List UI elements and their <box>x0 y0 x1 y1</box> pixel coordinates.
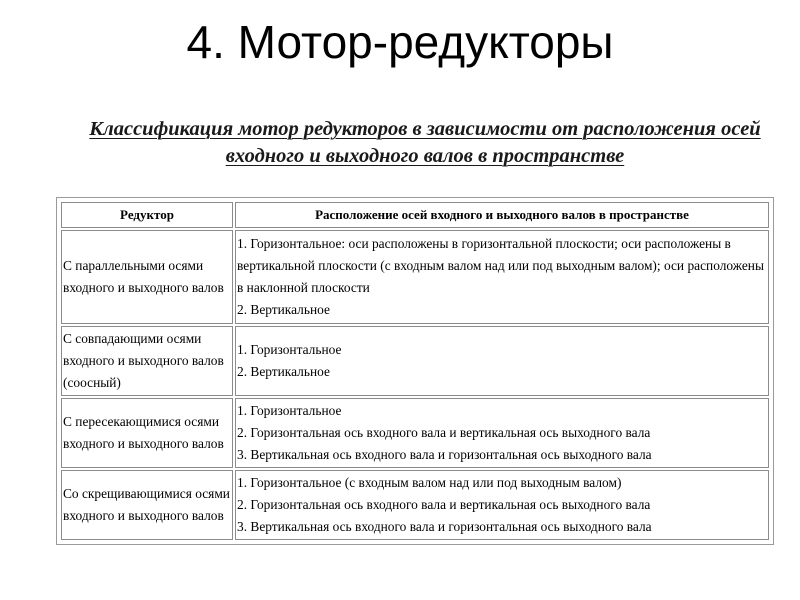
arrangement-option: 3. Вертикальная ось входного вала и горизонтальная ось выходного вала <box>237 447 652 462</box>
arrangement-option: 2. Вертикальное <box>237 302 330 317</box>
arrangement-option: 3. Вертикальная ось входного вала и горизонтальная ось выходного вала <box>237 519 652 534</box>
classification-table-frame <box>56 197 774 545</box>
table-row <box>61 230 769 324</box>
arrangement-option: 2. Горизонтальная ось входного вала и вертикальная ось выходного вала <box>237 425 651 440</box>
arrangement-option: 2. Горизонтальная ось входного вала и вертикальная ось выходного вала <box>237 497 651 512</box>
header-axis-arrangement: Расположение осей входного и выходного валов в пространстве <box>235 202 769 228</box>
slide-title: 4. Мотор-редукторы <box>186 16 614 68</box>
table-caption-line-2: входного и выходного валов в пространстве <box>225 145 625 167</box>
table-row <box>61 470 769 540</box>
classification-table <box>59 200 771 542</box>
arrangement-option: 2. Вертикальное <box>237 364 330 379</box>
header-reducer: Редуктор <box>61 202 233 228</box>
arrangement-cell <box>235 326 769 396</box>
table-row <box>61 398 769 468</box>
table-caption-line-1: Классификация мотор редукторов в зависимости от расположения осей <box>89 118 761 140</box>
reducer-type-cell: С пересекающимися осями входного и выходного валов <box>61 398 233 468</box>
reducer-type-cell: Со скрещивающимися осями входного и выходного валов <box>61 470 233 540</box>
reducer-type-cell: С параллельными осями входного и выходного валов <box>61 230 233 324</box>
arrangement-option: 1. Горизонтальное (с входным валом над или под выходным валом) <box>237 475 622 490</box>
arrangement-cell <box>235 230 769 324</box>
table-row <box>61 326 769 396</box>
arrangement-option: 1. Горизонтальное: оси расположены в горизонтальной плоскости; оси расположены в вертикальной плоскости (с входным валом над или под выходным валом); оси расположены в наклонной плоскости <box>237 236 764 295</box>
table-caption <box>60 116 790 170</box>
arrangement-option: 1. Горизонтальное <box>237 342 342 357</box>
table-header-row <box>61 202 769 228</box>
arrangement-cell <box>235 470 769 540</box>
arrangement-option: 1. Горизонтальное <box>237 403 342 418</box>
reducer-type-cell: С совпадающими осями входного и выходного валов (соосный) <box>61 326 233 396</box>
arrangement-cell <box>235 398 769 468</box>
